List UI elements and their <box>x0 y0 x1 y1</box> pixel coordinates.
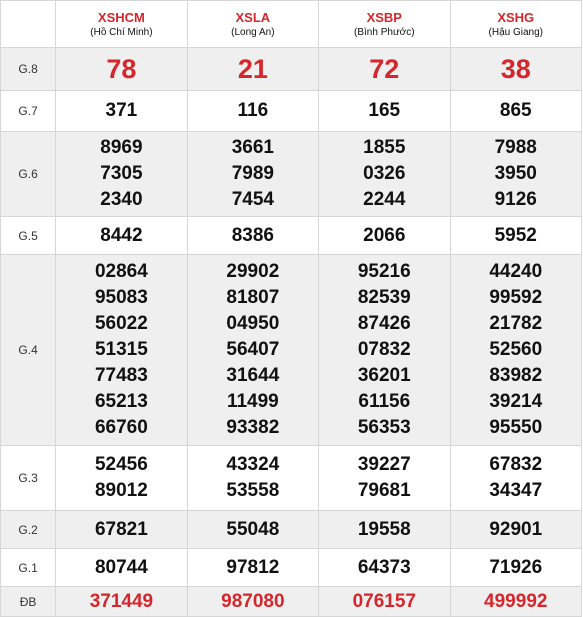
prize-number: 38 <box>500 54 531 84</box>
prize-number: 97812 <box>226 556 280 578</box>
prize-row-g5 <box>1 217 582 255</box>
prize-cell <box>450 255 582 446</box>
prize-number: 71926 <box>489 556 543 578</box>
prize-number: 52560 <box>489 339 543 360</box>
prize-number: 52456 <box>94 454 148 475</box>
prize-number: 34347 <box>489 480 543 501</box>
prize-number: 95550 <box>489 417 543 438</box>
prize-number: 93382 <box>226 417 280 438</box>
prize-label: ĐB <box>1 587 56 617</box>
prize-number: 43324 <box>226 454 280 475</box>
prize-number: 8386 <box>231 224 274 246</box>
prize-number: 076157 <box>352 590 416 612</box>
prize-number: 89012 <box>94 480 148 501</box>
prize-number: 2066 <box>363 224 406 246</box>
prize-number: 165 <box>368 100 401 121</box>
prize-cell <box>450 511 582 549</box>
prize-number: 61156 <box>358 391 411 412</box>
prize-number: 5952 <box>494 224 537 246</box>
prize-number: 92901 <box>489 518 543 540</box>
prize-number: 371449 <box>89 590 154 612</box>
province-header-hg[interactable] <box>450 1 582 48</box>
prize-number: 44240 <box>489 261 543 282</box>
prize-row-g6 <box>1 132 582 217</box>
prize-number: 02864 <box>94 261 148 282</box>
prize-cell <box>450 91 582 132</box>
prize-cell <box>187 446 318 511</box>
province-code[interactable]: XSBP <box>366 9 402 25</box>
prize-number: 83982 <box>489 365 543 386</box>
prize-row-g3 <box>1 446 582 511</box>
prize-number: 987080 <box>221 590 285 612</box>
prize-number: 80744 <box>94 556 148 578</box>
prize-cell <box>319 255 450 446</box>
prize-cell <box>187 48 318 91</box>
prize-cell <box>319 587 450 617</box>
province-header-row <box>1 1 582 48</box>
prize-row-g1 <box>1 549 582 587</box>
prize-number: 67821 <box>94 518 148 540</box>
prize-cell <box>319 91 450 132</box>
prize-number: 36201 <box>357 365 411 386</box>
prize-number: 3661 <box>231 137 274 158</box>
prize-number: 21 <box>237 54 268 84</box>
prize-label: G.5 <box>1 217 56 255</box>
prize-number: 39214 <box>489 391 543 412</box>
prize-number: 82539 <box>357 287 411 308</box>
prize-number: 55048 <box>226 518 280 540</box>
province-name: (Hồ Chí Minh) <box>90 26 153 38</box>
prize-number: 81807 <box>226 287 280 308</box>
prize-cell <box>187 255 318 446</box>
prize-label: G.3 <box>1 446 56 511</box>
prize-number: 21782 <box>489 313 543 334</box>
prize-cell <box>450 132 582 217</box>
prize-cell <box>56 255 187 446</box>
prize-number: 64373 <box>357 556 411 578</box>
prize-number: 66760 <box>94 417 148 438</box>
province-name: (Long An) <box>231 26 275 38</box>
province-code[interactable]: XSLA <box>235 9 271 25</box>
prize-number: 7454 <box>231 189 274 210</box>
province-header-bp[interactable] <box>319 1 450 48</box>
prize-number: 39227 <box>357 454 411 475</box>
prize-number: 8442 <box>100 224 143 246</box>
province-header-hcm[interactable] <box>56 1 187 48</box>
prize-label: G.4 <box>1 255 56 446</box>
prize-row-g7 <box>1 91 582 132</box>
province-code[interactable]: XSHG <box>497 9 535 25</box>
prize-row-g4 <box>1 255 582 446</box>
prize-number: 0326 <box>363 163 406 184</box>
province-code[interactable]: XSHCM <box>97 9 145 25</box>
prize-cell <box>187 511 318 549</box>
prize-number: 7989 <box>231 163 274 184</box>
prize-cell <box>56 511 187 549</box>
prize-number: 31644 <box>226 365 280 386</box>
prize-number: 56022 <box>94 313 148 334</box>
prize-cell <box>56 549 187 587</box>
prize-cell <box>56 91 187 132</box>
prize-number: 19558 <box>357 518 411 540</box>
prize-cell <box>450 587 582 617</box>
prize-number: 8969 <box>100 137 143 158</box>
prize-cell <box>319 446 450 511</box>
province-name: (Bình Phước) <box>354 26 415 38</box>
prize-number: 3950 <box>494 163 537 184</box>
prize-number: 56407 <box>226 339 280 360</box>
prize-cell <box>56 217 187 255</box>
prize-number: 56353 <box>357 417 411 438</box>
prize-number: 1855 <box>363 137 406 158</box>
prize-number: 65213 <box>94 391 148 412</box>
prize-row-special <box>1 587 582 617</box>
prize-cell <box>319 511 450 549</box>
prize-label: G.2 <box>1 511 56 549</box>
prize-number: 371 <box>105 100 138 121</box>
prize-number: 99592 <box>489 287 543 308</box>
prize-number: 95216 <box>357 261 411 282</box>
prize-cell <box>56 587 187 617</box>
prize-number: 2244 <box>363 189 406 210</box>
prize-cell <box>450 48 582 91</box>
prize-number: 07832 <box>357 339 411 360</box>
prize-number: 87426 <box>357 313 411 334</box>
province-header-la[interactable] <box>187 1 318 48</box>
prize-number: 77483 <box>94 365 148 386</box>
prize-label: G.1 <box>1 549 56 587</box>
prize-label: G.7 <box>1 91 56 132</box>
header-corner <box>1 1 56 48</box>
prize-number: 79681 <box>357 480 411 501</box>
prize-cell <box>319 549 450 587</box>
prize-number: 7988 <box>494 137 537 158</box>
prize-number: 53558 <box>226 480 280 501</box>
prize-cell <box>56 48 187 91</box>
prize-row-g2 <box>1 511 582 549</box>
prize-cell <box>56 446 187 511</box>
prize-number: 11499 <box>226 391 279 412</box>
prize-label: G.8 <box>1 48 56 91</box>
prize-number: 67832 <box>489 454 543 475</box>
prize-label: G.6 <box>1 132 56 217</box>
prize-row-g8 <box>1 48 582 91</box>
prize-cell <box>187 587 318 617</box>
prize-number: 72 <box>369 54 400 84</box>
prize-number: 51315 <box>94 339 148 360</box>
prize-cell <box>450 217 582 255</box>
prize-number: 95083 <box>94 287 148 308</box>
prize-cell <box>56 132 187 217</box>
prize-cell <box>319 132 450 217</box>
prize-number: 29902 <box>226 261 280 282</box>
prize-number: 7305 <box>100 163 143 184</box>
prize-cell <box>187 91 318 132</box>
prize-number: 116 <box>237 100 269 121</box>
prize-number: 499992 <box>484 590 548 612</box>
prize-cell <box>319 217 450 255</box>
prize-number: 865 <box>499 100 532 121</box>
province-name: (Hậu Giang) <box>488 26 543 38</box>
prize-number: 04950 <box>226 313 280 334</box>
prize-number: 78 <box>106 54 137 84</box>
prize-cell <box>319 48 450 91</box>
prize-cell <box>187 217 318 255</box>
prize-cell <box>450 549 582 587</box>
prize-cell <box>187 549 318 587</box>
prize-number: 2340 <box>100 189 143 210</box>
prize-cell <box>450 446 582 511</box>
prize-number: 9126 <box>494 189 537 210</box>
prize-cell <box>187 132 318 217</box>
